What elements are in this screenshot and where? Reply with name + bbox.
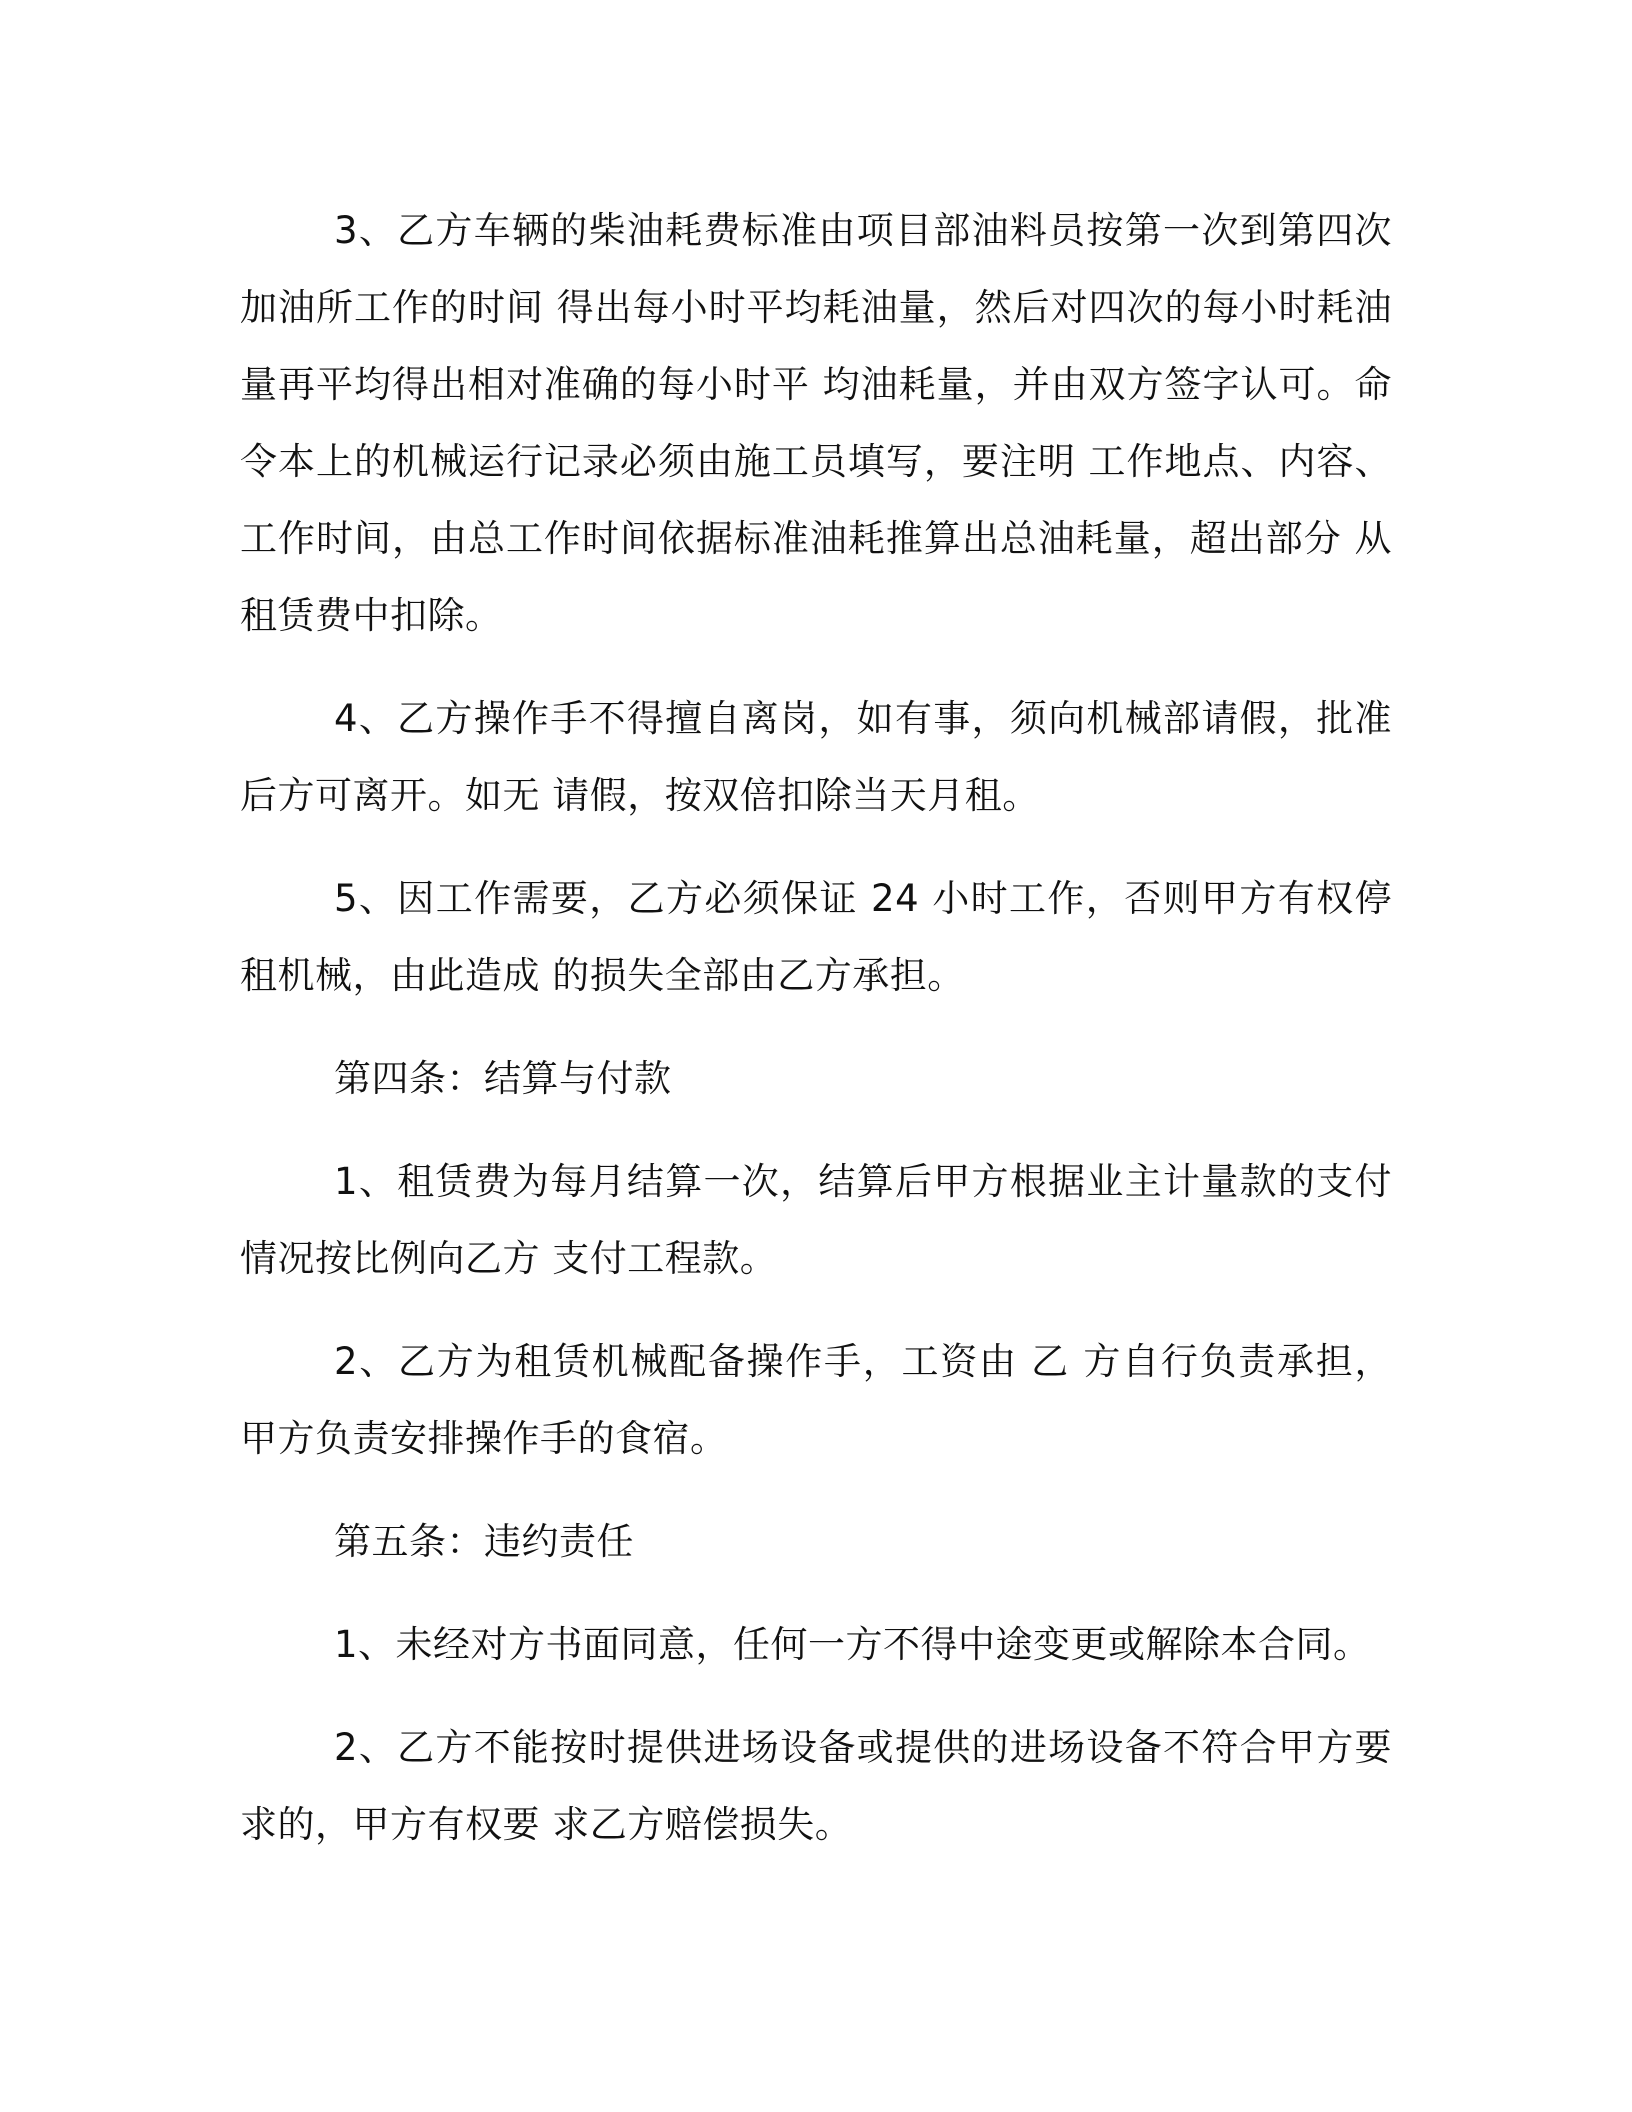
section-heading-article-5: 第五条：违约责任 [334, 1520, 634, 1563]
paragraph-clause-4-2: 2、乙方为租赁机械配备操作手，工资由 乙 方自行负责承担，甲方负责安排操作手的食宿。 [240, 1340, 1392, 1460]
paragraph-clause-3-5: 5、因工作需要，乙方必须保证 24 小时工作，否则甲方有权停租机械，由此造成 的损失全部由乙方承担。 [240, 877, 1392, 997]
paragraph-clause-5-1: 1、未经对方书面同意，任何一方不得中途变更或解除本合同。 [334, 1623, 1371, 1666]
paragraph-clause-3-3: 3、乙方车辆的柴油耗费标准由项目部油料员按第一次到第四次加油所工作的时间 得出每小时平均耗油量，然后对四次的每小时耗油量再平均得出相对准确的每小时平 均油耗量，并由双方签字认可。命令本上的机械运行记录必须由施工员填写，要注明 工作地点、内容、工作时间，由总工作时间依据标准油耗推算出总油耗量，超出部分 从租赁费中扣除。 [240, 209, 1392, 637]
section-heading-article-4: 第四条：结算与付款 [334, 1057, 672, 1100]
paragraph-clause-4-1: 1、租赁费为每月结算一次，结算后甲方根据业主计量款的支付情况按比例向乙方 支付工程款。 [240, 1160, 1392, 1280]
paragraph-clause-3-4: 4、乙方操作手不得擅自离岗，如有事，须向机械部请假，批准后方可离开。如无 请假，按双倍扣除当天月租。 [240, 697, 1392, 817]
paragraph-clause-5-2: 2、乙方不能按时提供进场设备或提供的进场设备不符合甲方要求的，甲方有权要 求乙方赔偿损失。 [240, 1726, 1392, 1846]
document-body [240, 192, 1392, 1889]
